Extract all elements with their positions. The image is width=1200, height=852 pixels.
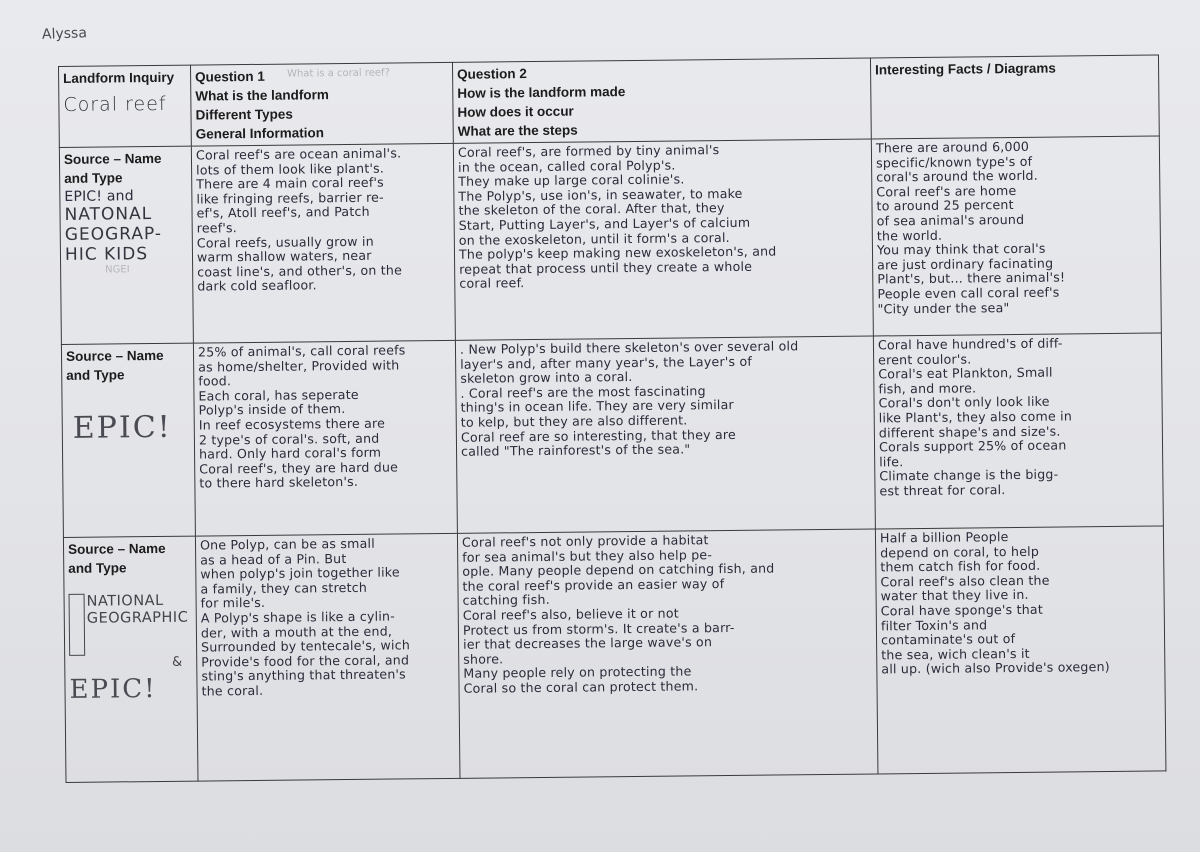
landform-inquiry-cell [59, 65, 192, 147]
fact-line: coral's around the world. [876, 167, 1038, 185]
answer-line: One Polyp, can be as small [199, 535, 375, 553]
answer-line: coral reef. [459, 275, 525, 292]
facts-title: Interesting Facts / Diagrams [875, 60, 1056, 78]
fact-line: "City under the sea" [877, 299, 1010, 316]
answer-line: in the ocean, called coral Polyp's. [458, 157, 676, 175]
question1-line: General Information [195, 125, 325, 142]
answer-line: like fringing reefs, barrier re- [196, 189, 384, 207]
source-faint-note: NGEI [105, 263, 130, 276]
question1-answer-1 [191, 143, 455, 343]
answer-line: lots of them look like plant's. [196, 160, 385, 178]
fact-line: water that they live in. [880, 587, 1029, 604]
answer-line: to there hard skeleton's. [199, 474, 359, 491]
fact-line: of sea animal's around [876, 211, 1025, 229]
source-name: NATIONAL [86, 592, 164, 610]
question2-header [452, 58, 871, 143]
question2-line: What are the steps [457, 122, 578, 139]
answer-line: catching fish. [462, 592, 550, 609]
question1-line: What is the landform [195, 87, 329, 104]
inquiry-table [58, 54, 1166, 782]
source-name: EPIC! [69, 674, 157, 705]
fact-line: Coral's eat Plankton, Small [878, 364, 1053, 382]
answer-line: 25% of animal's, call coral reefs [197, 342, 406, 360]
answer-line: coast line's, and other's, on the [197, 262, 403, 280]
answer-line: The Polyp's, use ion's, in seawater, to make [458, 185, 743, 204]
source-label: Source – Name [67, 540, 166, 557]
question2-title: Question 2 [457, 66, 527, 82]
source-name: NATONAL [64, 203, 153, 225]
answer-line: A Polyp's shape is like a cylin- [200, 608, 395, 626]
fact-line: fish, and more. [878, 380, 977, 397]
answer-line: . Coral reef's are the most fascinating [460, 383, 706, 401]
answer-line: ef's, Atoll reef's, and Patch [196, 204, 370, 221]
source-label: Source – Name [65, 347, 164, 364]
answer-line: 2 type's of coral's. soft, and [198, 430, 380, 448]
facts-answer-3 [875, 526, 1166, 774]
question1-faint-note: What is a coral reef? [287, 67, 390, 80]
question1-line: Different Types [195, 106, 293, 123]
fact-line: depend on coral, to help [880, 543, 1040, 561]
answer-line: Surrounded by tentecale's, wich [201, 637, 411, 655]
fact-line: Coral have sponge's that [880, 601, 1044, 619]
source-name: EPIC! [72, 409, 172, 446]
answer-line: Protect us from storm's. It create's a barr- [462, 619, 735, 638]
answer-line: Coral reef's, they are hard due [199, 459, 399, 477]
answer-line: a family, they can stretch [200, 579, 368, 597]
answer-line: the coral reef's provide an easier way of [462, 575, 725, 594]
fact-line: You may think that coral's [876, 240, 1046, 258]
source-name: EPIC! and [64, 188, 134, 205]
answer-line: on the exoskeleton, until it form's a coral. [458, 229, 730, 248]
facts-header [870, 55, 1159, 139]
answer-line: Coral so the coral can protect them. [463, 678, 699, 696]
source-cell-2 [61, 343, 195, 537]
source-name: HIC KIDS [64, 243, 149, 265]
question2-answer-2 [455, 336, 875, 533]
answer-line: Coral reef's not only provide a habitat [461, 532, 709, 550]
answer-line: reef's. [196, 220, 238, 236]
answer-line: ople. Many people depend on catching fish, and [462, 560, 775, 579]
fact-line: life. [879, 453, 904, 470]
fact-line: Half a billion People [879, 529, 1009, 546]
answer-line: layer's and, after many year's, the Layer's of [460, 353, 753, 372]
answer-line: Start, Putting Layer's, and Layer's of calcium [458, 214, 751, 233]
fact-line: the sea, wich clean's it [881, 645, 1030, 663]
answer-line: Coral reef's are ocean animal's. [195, 145, 402, 163]
answer-line: In reef ecosystems there are [198, 415, 386, 433]
fact-line: People even call coral reef's [877, 284, 1060, 302]
fact-line: different shape's and size's. [878, 423, 1061, 440]
source-row-3 [63, 526, 1166, 783]
answer-line: ier that decreases the large wave's on [463, 634, 713, 652]
fact-line: Plant's, but... there animal's! [877, 269, 1066, 287]
answer-line: There are 4 main coral reef's [196, 174, 384, 192]
facts-answer-1 [871, 136, 1161, 336]
fact-line: filter Toxin's and [880, 616, 988, 633]
fact-line: like Plant's, they also come in [878, 408, 1073, 426]
answer-line: as a head of a Pin. But [200, 550, 347, 568]
fact-line: are just ordinary facinating [877, 255, 1054, 273]
source-name: GEOGRAP- [64, 223, 163, 245]
fact-line: Coral reef's are home [876, 182, 1017, 200]
answer-line: for sea animal's but they also help pe- [462, 546, 713, 565]
fact-line: est threat for coral. [879, 482, 1006, 499]
answer-line: . New Polyp's build there skeleton's over several old [459, 338, 799, 357]
fact-line: Climate change is the bigg- [879, 466, 1059, 484]
question2-answer-1 [453, 139, 873, 340]
fact-line: the world. [876, 227, 943, 243]
answer-line: Coral reefs, usually grow in [196, 233, 374, 251]
facts-answer-2 [873, 333, 1163, 529]
answer-line: They make up large coral colinie's. [458, 171, 685, 190]
answer-line: Many people rely on protecting the [463, 663, 692, 682]
source-label: Source – Name [63, 150, 162, 167]
answer-line: repeat that process until they create a whole [459, 258, 753, 277]
answer-line: shore. [463, 651, 504, 667]
source-name: GEOGRAPHIC [86, 609, 189, 627]
answer-line: Coral reef are so interesting, that they are [460, 426, 737, 445]
question1-answer-3 [195, 533, 460, 781]
fact-line: all up. (wich also Provide's oxegen) [881, 659, 1110, 677]
landform-inquiry-label: Landform Inquiry [63, 69, 175, 86]
worksheet [58, 54, 1166, 782]
answer-line: sting's anything that threaten's [201, 666, 406, 684]
fact-line: specific/known type's of [875, 153, 1033, 171]
natgeo-logo [69, 593, 193, 656]
answer-line: The polyp's keep making new exoskeleton's, and [458, 243, 777, 262]
question1-title: Question 1 [195, 68, 265, 85]
source-row-2 [61, 333, 1163, 538]
answer-line: Each coral, has seperate [198, 386, 359, 404]
answer-line: thing's in ocean life. They are very similar [460, 397, 734, 416]
answer-line: skeleton grow into a coral. [460, 369, 633, 386]
answer-line: Coral reef's also, believe it or not [462, 605, 679, 623]
answer-line: as home/shelter, Provided with [198, 357, 400, 375]
fact-line: erent coulor's. [878, 351, 972, 368]
source-type-label: and Type [66, 367, 125, 383]
source-row-1 [59, 136, 1161, 345]
fact-line: There are around 6,000 [875, 138, 1030, 156]
source-type-label: and Type [68, 560, 127, 576]
source-ampersand: & [172, 654, 183, 670]
source-cell-3 [63, 536, 198, 782]
answer-line: when polyp's join together like [200, 564, 400, 582]
fact-line: Corals support 25% of ocean [878, 437, 1067, 455]
answer-line: to kelp, but they are also different. [460, 412, 688, 430]
answer-line: the skeleton of the coral. After that, they [458, 200, 725, 219]
question2-line: How is the landform made [457, 84, 626, 101]
answer-line: Coral reef's, are formed by tiny animal's [457, 142, 720, 160]
answer-line: the coral. [201, 682, 264, 699]
question1-answer-2 [193, 340, 457, 536]
answer-line: der, with a mouth at the end, [200, 623, 393, 641]
landform-name: Coral reef [63, 92, 167, 116]
answer-line: Polyp's inside of them. [198, 401, 346, 418]
student-name: Alyssa [41, 25, 88, 43]
answer-line: dark cold seafloor. [197, 277, 317, 294]
fact-line: Coral reef's also clean the [880, 572, 1050, 590]
answer-line: called "The rainforest's of the sea." [460, 441, 691, 459]
fact-line: to around 25 percent [876, 197, 1014, 214]
answer-line: hard. Only hard coral's form [198, 444, 382, 462]
fact-line: Coral's don't only look like [878, 394, 1050, 411]
question2-answer-3 [457, 529, 878, 778]
fact-line: contaminate's out of [880, 631, 1016, 648]
answer-line: food. [198, 373, 232, 389]
header-row [59, 55, 1160, 148]
natgeo-yellow-frame-icon [69, 594, 86, 656]
fact-line: them catch fish for food. [880, 557, 1041, 575]
question1-header [190, 62, 453, 146]
answer-line: for mile's. [200, 595, 266, 611]
fact-line: Coral have hundred's of diff- [877, 335, 1063, 353]
answer-line: Provide's food for the coral, and [201, 652, 410, 670]
question2-line: How does it occur [457, 103, 574, 120]
source-type-label: and Type [64, 170, 123, 186]
answer-line: warm shallow waters, near [196, 247, 372, 265]
source-cell-1 [59, 146, 193, 344]
